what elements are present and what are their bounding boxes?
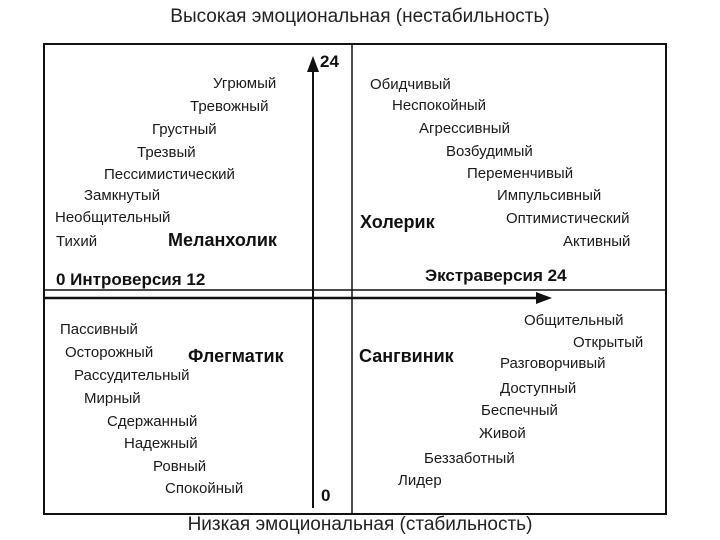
choleric-trait: Возбудимый [446, 143, 533, 160]
vertical-axis-arrow [307, 56, 319, 72]
y-axis-min-label: 0 [321, 486, 331, 505]
phlegmatic-trait: Надежный [124, 435, 198, 452]
melancholic-trait: Тихий [56, 233, 98, 250]
melancholic-trait: Трезвый [137, 144, 196, 161]
sanguine-trait: Открытый [573, 334, 644, 351]
choleric-trait: Обидчивый [370, 76, 451, 93]
phlegmatic-trait: Сдержанный [107, 413, 198, 430]
choleric-trait: Импульсивный [497, 187, 602, 204]
melancholic-trait: Необщительный [55, 209, 171, 226]
phlegmatic-trait: Осторожный [65, 344, 154, 361]
phlegmatic-trait: Ровный [153, 458, 207, 475]
sanguine-trait: Общительный [524, 312, 624, 329]
choleric-trait: Переменчивый [467, 165, 574, 182]
phlegmatic-label: Флегматик [188, 346, 284, 366]
sanguine-trait: Беспечный [481, 402, 558, 419]
choleric-trait: Оптимистический [506, 210, 630, 227]
introversion-label: 0 Интроверсия 12 [56, 270, 206, 289]
sanguine-trait: Разговорчивый [500, 355, 606, 372]
phlegmatic-trait: Мирный [84, 390, 141, 407]
phlegmatic-trait: Спокойный [165, 480, 244, 497]
sanguine-trait: Доступный [500, 380, 577, 397]
sanguine-label: Сангвиник [359, 346, 454, 366]
sanguine-trait: Беззаботный [424, 450, 515, 467]
choleric-label: Холерик [360, 212, 435, 232]
horizontal-axis-arrow [536, 292, 552, 304]
melancholic-label: Меланхолик [168, 230, 277, 250]
phlegmatic-trait: Пассивный [60, 321, 138, 338]
melancholic-trait: Угрюмый [213, 75, 277, 92]
top-axis-title: Высокая эмоциональная (нестабильность) [170, 6, 550, 27]
bottom-axis-title: Низкая эмоциональная (стабильность) [187, 514, 533, 535]
melancholic-trait: Тревожный [190, 98, 269, 115]
sanguine-trait: Живой [479, 425, 526, 442]
choleric-trait: Активный [563, 233, 631, 250]
extraversion-label: Экстраверсия 24 [425, 266, 567, 285]
melancholic-trait: Пессимистический [104, 166, 235, 183]
sanguine-trait: Лидер [398, 472, 442, 489]
melancholic-trait: Замкнутый [84, 187, 161, 204]
melancholic-trait: Грустный [152, 121, 217, 138]
choleric-trait: Агрессивный [419, 120, 510, 137]
choleric-trait: Неспокойный [392, 97, 487, 114]
y-axis-max-label: 24 [320, 52, 339, 71]
phlegmatic-trait: Рассудительный [74, 367, 190, 384]
